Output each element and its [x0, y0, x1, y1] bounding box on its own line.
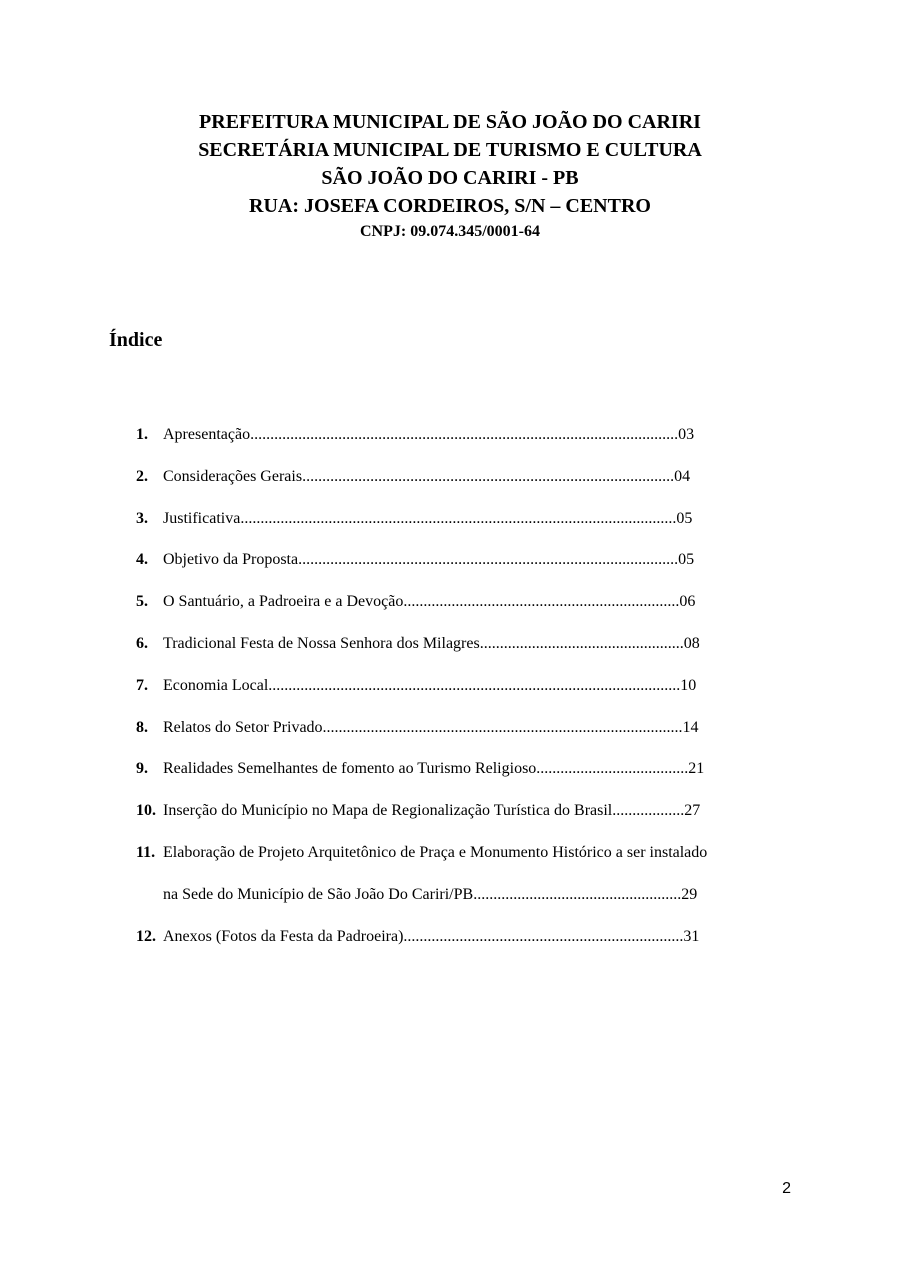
toc-item-number: 9.: [136, 760, 148, 778]
header-cnpj: CNPJ: 09.074.345/0001-64: [360, 223, 540, 240]
toc-item[interactable]: [136, 716, 796, 758]
index-title: Índice: [109, 329, 163, 351]
toc-item-text: Relatos do Setor Privado..........................................................................................14: [163, 718, 699, 736]
toc-item[interactable]: [136, 757, 796, 799]
toc-item[interactable]: [136, 632, 796, 674]
document-header: [0, 108, 900, 243]
table-of-contents: [136, 423, 796, 966]
toc-item-text: Inserção do Município no Mapa de Regionalização Turística do Brasil..................27: [163, 802, 701, 820]
header-line-prefeitura: PREFEITURA MUNICIPAL DE SÃO JOÃO DO CARIRI: [199, 111, 701, 133]
page-number: 2: [782, 1180, 791, 1197]
toc-item-number: 11.: [136, 843, 156, 861]
toc-item-number: 5.: [136, 593, 148, 611]
toc-item-text: Economia Local.......................................................................................................10: [163, 676, 697, 694]
toc-item-number: 1.: [136, 426, 148, 443]
header-line-secretaria: SECRETÁRIA MUNICIPAL DE TURISMO E CULTURA: [198, 139, 702, 161]
toc-item[interactable]: [136, 925, 796, 967]
toc-item[interactable]: [136, 507, 796, 549]
toc-item[interactable]: [136, 799, 796, 841]
toc-item-number: 6.: [136, 634, 148, 652]
toc-item-text: na Sede do Município de São João Do Cariri/PB....................................................29: [163, 885, 698, 903]
toc-item-number: 2.: [136, 467, 148, 485]
toc-item-number: 8.: [136, 718, 148, 736]
toc-item-number: 7.: [136, 676, 148, 694]
toc-item-text: Apresentação...........................................................................................................03: [163, 426, 695, 443]
toc-item-continuation[interactable]: [136, 883, 796, 925]
toc-item-text: O Santuário, a Padroeira e a Devoção.....................................................................06: [163, 593, 696, 611]
toc-item-text: Considerações Gerais.............................................................................................04: [163, 467, 691, 485]
toc-item-number: 12.: [136, 927, 156, 945]
header-line-address: RUA: JOSEFA CORDEIROS, S/N – CENTRO: [249, 195, 651, 217]
toc-item-number: 4.: [136, 551, 148, 569]
toc-item-text: Tradicional Festa de Nossa Senhora dos Milagres...................................................08: [163, 634, 700, 652]
toc-item[interactable]: [136, 423, 796, 465]
toc-item-text: Elaboração de Projeto Arquitetônico de Praça e Monumento Histórico a ser instalado: [163, 843, 708, 861]
toc-item-number: 10.: [136, 802, 156, 820]
toc-item-text: Justificativa.............................................................................................................05: [163, 509, 693, 527]
toc-item-text: Objetivo da Proposta...............................................................................................05: [163, 551, 695, 569]
toc-item-text: Anexos (Fotos da Festa da Padroeira)......................................................................31: [163, 927, 700, 945]
toc-item-text: Realidades Semelhantes de fomento ao Turismo Religioso......................................21: [163, 760, 705, 778]
header-line-city: SÃO JOÃO DO CARIRI - PB: [321, 167, 579, 189]
toc-item[interactable]: [136, 548, 796, 590]
toc-item-number: 3.: [136, 509, 148, 527]
toc-item[interactable]: [136, 674, 796, 716]
toc-item[interactable]: [136, 465, 796, 507]
toc-item[interactable]: [136, 841, 796, 883]
toc-item[interactable]: [136, 590, 796, 632]
